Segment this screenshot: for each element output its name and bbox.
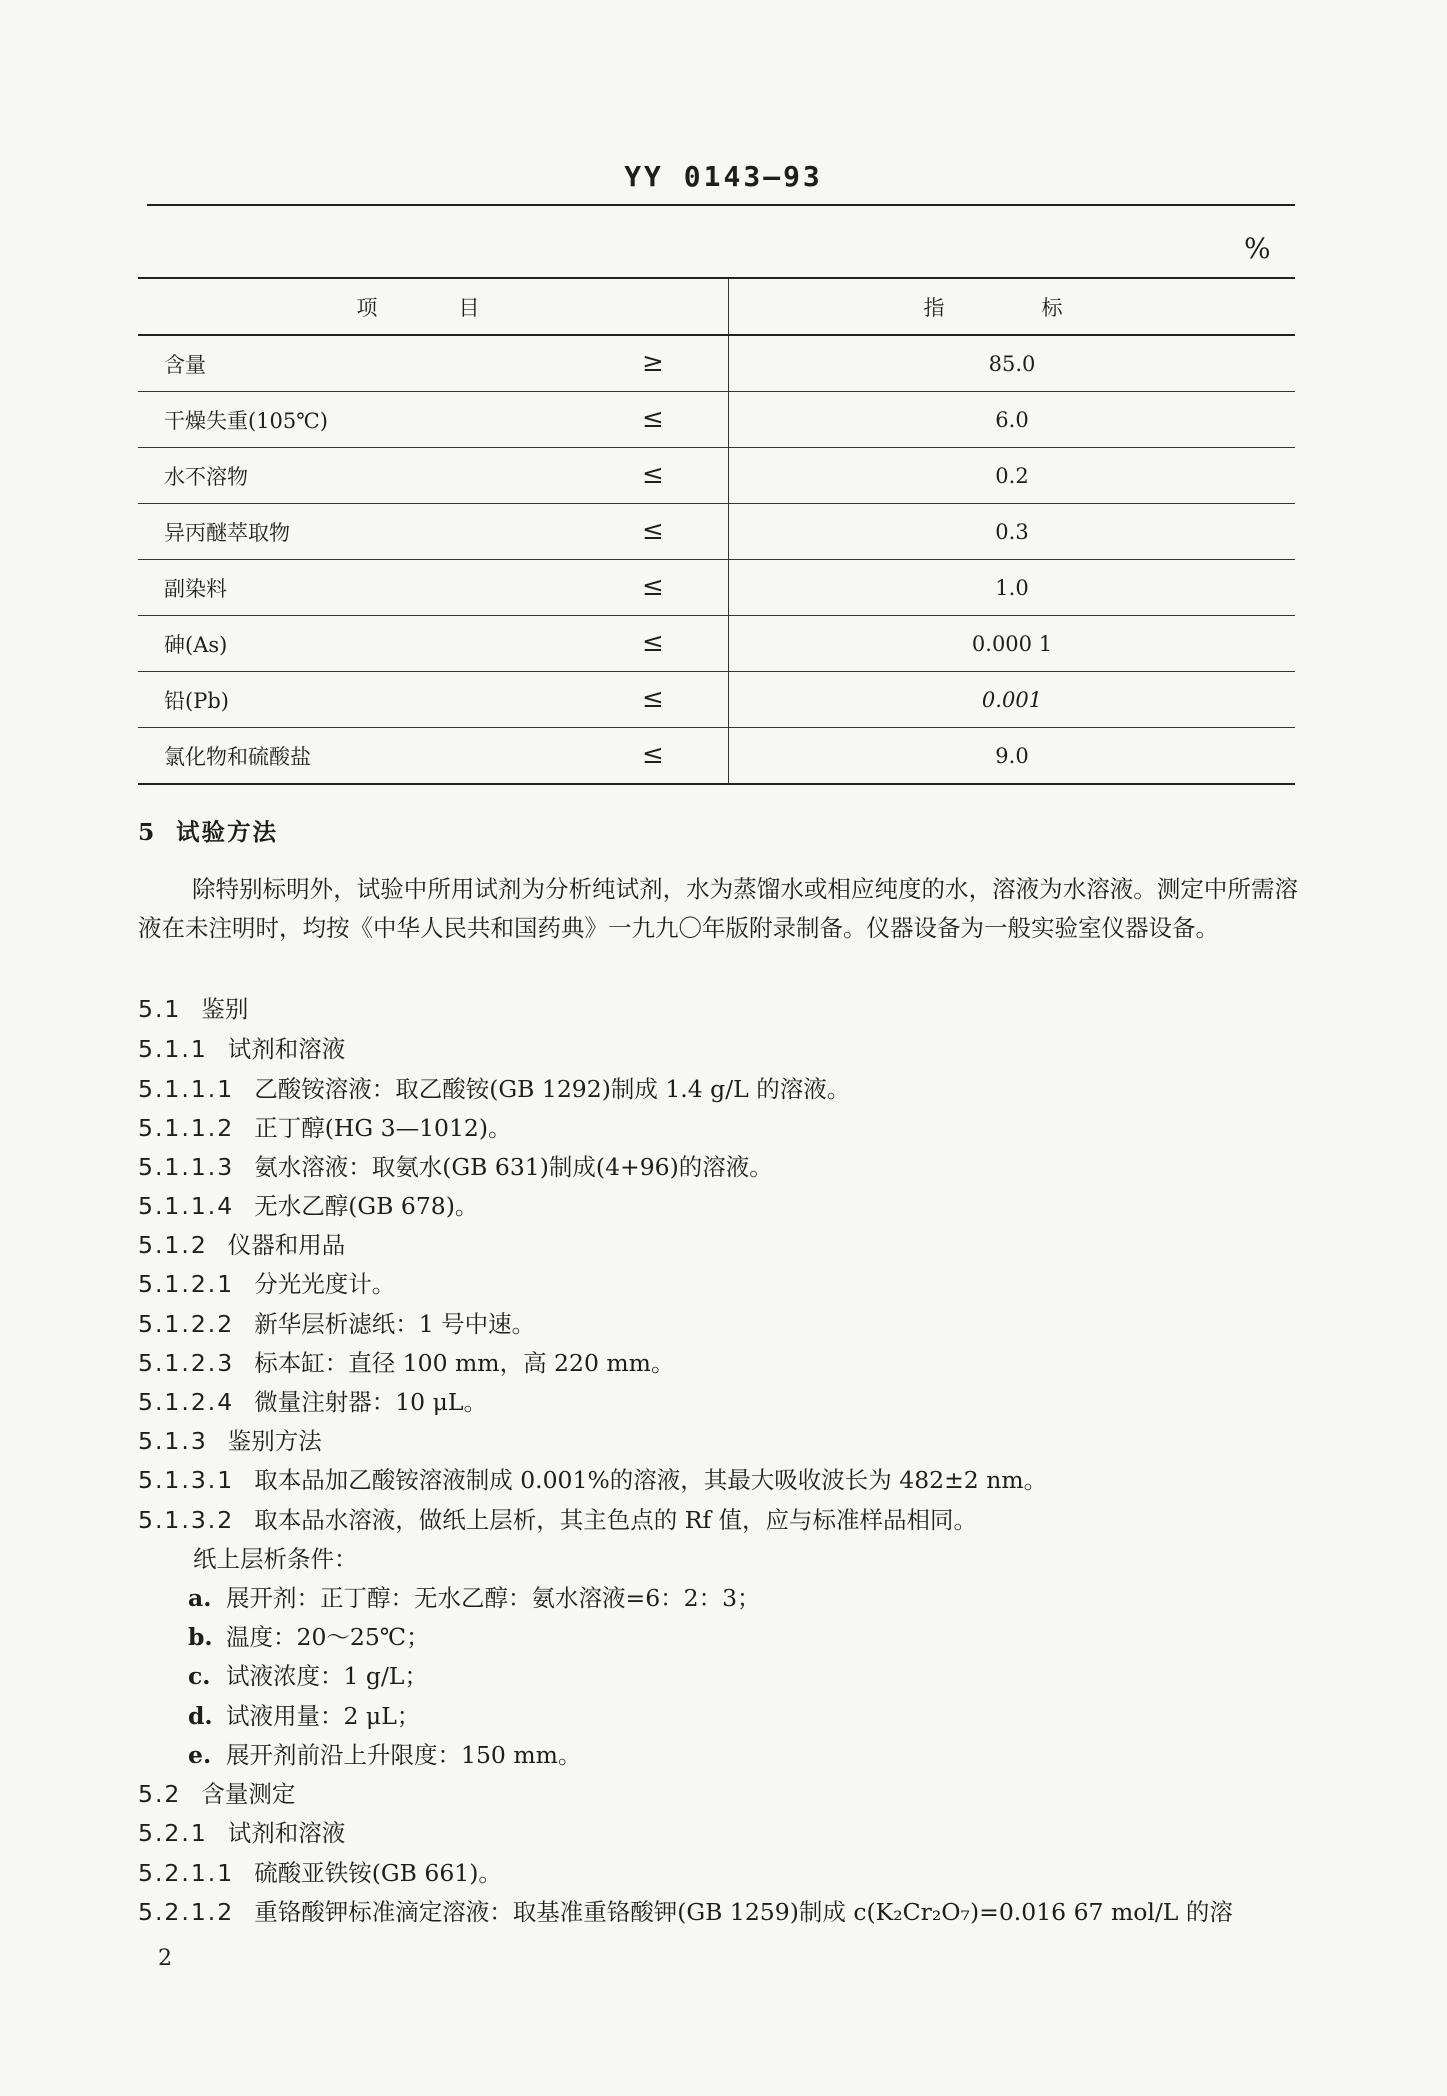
condition-item (188, 1579, 761, 1613)
row-item-cell (138, 616, 728, 672)
comparison-operator: ≥ (642, 348, 664, 378)
clause-text: 含量测定 (201, 1780, 296, 1808)
clause-text: 硫酸亚铁铵(GB 661)。 (254, 1859, 502, 1887)
clause-line (138, 1265, 395, 1299)
clause-line (138, 1775, 295, 1809)
section-intro-paragraph: 除特别标明外，试验中所用试剂为分析纯试剂，水为蒸馏水或相应纯度的水，溶液为水溶液。测定中所需溶液在未注明时，均按《中华人民共和国药典》一九九〇年版附录制备。仪器设备为一般实验室仪器设备。 (138, 875, 1298, 942)
column-header-indicator: 指 标 (728, 278, 1295, 335)
row-item-cell (138, 392, 728, 448)
clause-number: 5.2 (138, 1780, 182, 1808)
clause-text: 取本品加乙酸铵溶液制成 0.001%的溶液，其最大吸收波长为 482±2 nm。 (254, 1466, 1048, 1494)
clause-number: 5.1.3.1 (138, 1466, 235, 1494)
condition-item (188, 1618, 430, 1652)
section-heading (138, 813, 278, 847)
row-item-label: 砷(As) (164, 632, 228, 657)
clause-text: 新华层析滤纸：1 号中速。 (254, 1310, 536, 1338)
row-item-label: 铅(Pb) (164, 688, 229, 713)
clause-line (138, 1893, 1233, 1927)
clause-text: 重铬酸钾标准滴定溶液：取基准重铬酸钾(GB 1259)制成 c(K₂Cr₂O₇)=0.016 67 mol/L 的溶 (254, 1898, 1233, 1926)
clause-text: 鉴别 (201, 995, 249, 1023)
clause-text: 仪器和用品 (227, 1231, 346, 1259)
clause-line (138, 1422, 322, 1456)
row-value-cell: 9.0 (728, 728, 1295, 785)
clause-number: 5.1.2.4 (138, 1388, 235, 1416)
clause-line (138, 1461, 1047, 1495)
clause-number: 5.1.1.1 (138, 1075, 235, 1103)
condition-item (188, 1697, 420, 1731)
condition-item (188, 1657, 428, 1691)
table-row (138, 504, 1295, 560)
clause-line (138, 1187, 478, 1221)
clause-number: 5.1.2 (138, 1231, 208, 1259)
table-row (138, 448, 1295, 504)
comparison-operator: ≤ (642, 404, 664, 434)
table-row (138, 728, 1295, 785)
row-value-cell: 0.001 (728, 672, 1295, 728)
row-value-cell: 85.0 (728, 335, 1295, 392)
clause-number: 5.1.3.2 (138, 1506, 235, 1534)
table-row (138, 616, 1295, 672)
clause-number: 5.1.1.3 (138, 1153, 235, 1181)
clause-number: 5.1.3 (138, 1427, 208, 1455)
row-item-label: 含量 (164, 352, 206, 377)
comparison-operator: ≤ (642, 516, 664, 546)
row-value-cell: 0.2 (728, 448, 1295, 504)
row-item-cell (138, 672, 728, 728)
clause-text: 氨水溶液：取氨水(GB 631)制成(4+96)的溶液。 (254, 1153, 773, 1181)
clause-line (138, 1383, 487, 1417)
clause-number: 5.1 (138, 995, 182, 1023)
clause-text: 乙酸铵溶液：取乙酸铵(GB 1292)制成 1.4 g/L 的溶液。 (254, 1075, 851, 1103)
conditions-title: 纸上层析条件： (193, 1545, 358, 1573)
row-item-cell (138, 448, 728, 504)
condition-text: 温度：20～25℃； (226, 1623, 430, 1651)
clause-text: 鉴别方法 (227, 1427, 322, 1455)
row-item-cell (138, 504, 728, 560)
section-number: 5 (138, 818, 155, 846)
header-rule (147, 204, 1295, 206)
clause-number: 5.1.1.2 (138, 1114, 235, 1142)
row-value-cell: 6.0 (728, 392, 1295, 448)
row-value-cell: 0.000 1 (728, 616, 1295, 672)
condition-label: d. (188, 1702, 213, 1730)
clause-text: 微量注射器：10 μL。 (254, 1388, 487, 1416)
row-item-cell (138, 335, 728, 392)
condition-label: b. (188, 1623, 213, 1651)
condition-text: 展开剂前沿上升限度：150 mm。 (226, 1741, 582, 1769)
clause-text: 标本缸：直径 100 mm，高 220 mm。 (254, 1349, 675, 1377)
clause-line (138, 1148, 773, 1182)
clause-number: 5.2.1 (138, 1819, 208, 1847)
row-item-label: 副染料 (164, 576, 227, 601)
condition-label: c. (188, 1662, 211, 1690)
row-value-cell: 0.3 (728, 504, 1295, 560)
row-item-label: 异丙醚萃取物 (164, 520, 290, 545)
section-title: 试验方法 (176, 818, 278, 846)
clause-text: 无水乙醇(GB 678)。 (254, 1192, 479, 1220)
column-header-item: 项 目 (356, 295, 510, 320)
condition-text: 试液用量：2 μL； (226, 1702, 421, 1730)
row-item-label: 氯化物和硫酸盐 (164, 744, 311, 769)
condition-text: 展开剂：正丁醇：无水乙醇：氨水溶液=6：2：3； (226, 1584, 761, 1612)
specification-table (138, 277, 1295, 785)
clause-line (138, 1109, 512, 1143)
table-row (138, 335, 1295, 392)
row-item-cell (138, 560, 728, 616)
clause-text: 试剂和溶液 (227, 1819, 346, 1847)
clause-text: 取本品水溶液，做纸上层析，其主色点的 Rf 值，应与标准样品相同。 (254, 1506, 978, 1534)
document-header: YY 0143—93 (624, 160, 823, 193)
comparison-operator: ≤ (642, 572, 664, 602)
clause-line (138, 1305, 535, 1339)
table-header-row (138, 278, 1295, 335)
comparison-operator: ≤ (642, 460, 664, 490)
clause-line (138, 1226, 345, 1260)
clause-number: 5.1.2.2 (138, 1310, 235, 1338)
clause-line (138, 990, 248, 1024)
row-value-cell: 1.0 (728, 560, 1295, 616)
condition-text: 试液浓度：1 g/L； (226, 1662, 428, 1690)
table-row (138, 672, 1295, 728)
page-number: 2 (158, 1946, 172, 1971)
clause-number: 5.1.1.4 (138, 1192, 235, 1220)
condition-label: a. (188, 1584, 212, 1612)
clause-line (138, 1070, 850, 1104)
clause-line (138, 1854, 502, 1888)
condition-item (188, 1736, 581, 1770)
row-item-cell (138, 728, 728, 785)
comparison-operator: ≤ (642, 740, 664, 770)
comparison-operator: ≤ (642, 684, 664, 714)
clause-text: 分光光度计。 (254, 1270, 396, 1298)
table-row (138, 392, 1295, 448)
clause-number: 5.1.2.1 (138, 1270, 235, 1298)
clause-number: 5.2.1.2 (138, 1898, 235, 1926)
table-row (138, 560, 1295, 616)
condition-label: e. (188, 1741, 212, 1769)
clause-text: 正丁醇(HG 3—1012)。 (254, 1114, 512, 1142)
clause-line (138, 1501, 977, 1535)
clause-line (138, 1814, 345, 1848)
row-item-label: 干燥失重(105℃) (164, 408, 328, 433)
clause-line (138, 1344, 674, 1378)
clause-line (138, 1030, 345, 1064)
comparison-operator: ≤ (642, 628, 664, 658)
unit-label: % (1244, 232, 1271, 265)
clause-number: 5.1.1 (138, 1035, 208, 1063)
row-item-label: 水不溶物 (164, 464, 248, 489)
clause-number: 5.1.2.3 (138, 1349, 235, 1377)
clause-number: 5.2.1.1 (138, 1859, 235, 1887)
clause-text: 试剂和溶液 (227, 1035, 346, 1063)
